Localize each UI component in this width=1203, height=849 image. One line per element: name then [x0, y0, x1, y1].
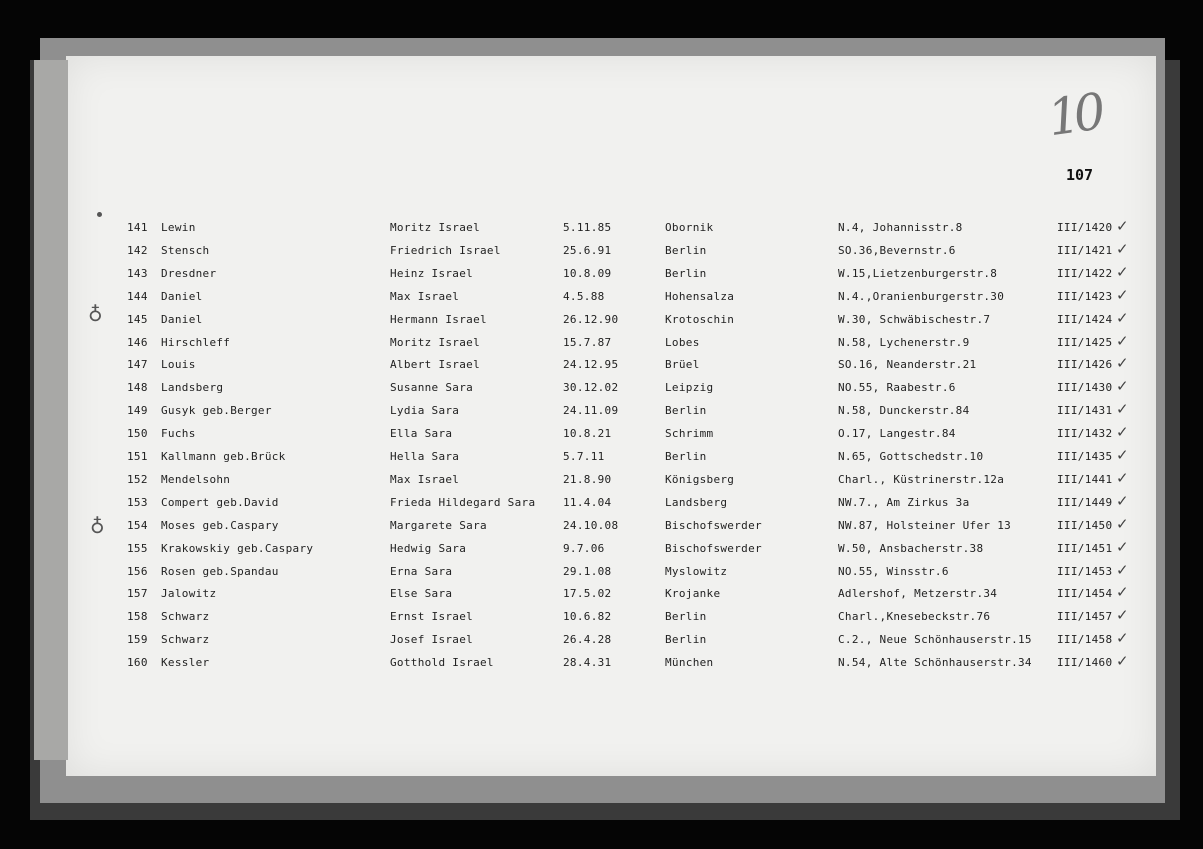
cell-ref: III/1422	[1057, 266, 1113, 280]
cell-ref: III/1420	[1057, 221, 1113, 234]
cell-first: Moritz Israel	[390, 221, 480, 234]
cell-date: 15.7.87	[563, 335, 612, 349]
cell-last: Rosen geb.Spandau	[161, 564, 279, 578]
table-row	[0, 652, 1203, 676]
cell-num: 157	[127, 587, 148, 601]
cell-last: Compert geb.David	[161, 495, 279, 509]
cell-address: NO.55, Raabestr.6	[838, 381, 956, 395]
table-row	[0, 262, 1203, 287]
cell-address: SO.16, Neanderstr.21	[838, 358, 977, 372]
cell-last: Fuchs	[161, 427, 196, 441]
cell-num: 156	[127, 564, 148, 578]
cell-last: Dresdner	[161, 266, 217, 280]
ink-dot	[97, 212, 102, 217]
cell-ref: III/1450	[1057, 518, 1113, 532]
check-mark-icon: ✓	[1116, 331, 1129, 350]
table-row	[0, 354, 1203, 378]
cell-place: Leipzig	[665, 381, 714, 395]
table-row	[0, 400, 1203, 424]
check-mark-icon: ✓	[1116, 583, 1129, 602]
table-row	[0, 560, 1203, 585]
table-row	[0, 514, 1203, 539]
cell-last: Lewin	[161, 221, 196, 234]
cell-place: Landsberg	[665, 495, 728, 509]
cell-first: Frieda Hildegard Sara	[390, 495, 536, 509]
check-mark-icon: ✓	[1116, 514, 1129, 533]
cell-num: 155	[127, 541, 148, 555]
table-row	[0, 331, 1203, 356]
cell-last: Kessler	[161, 656, 210, 670]
cell-num: 150	[127, 427, 148, 441]
cell-address: W.50, Ansbacherstr.38	[838, 541, 984, 555]
cell-last: Daniel	[161, 312, 203, 326]
cell-num: 144	[127, 289, 148, 303]
cell-first: Max Israel	[390, 289, 460, 303]
table-row	[0, 446, 1203, 470]
cell-date: 17.5.02	[563, 587, 612, 601]
cell-ref: III/1457	[1057, 610, 1113, 624]
cell-num: 151	[127, 450, 148, 463]
check-mark-icon: ✓	[1116, 537, 1129, 556]
cell-address: Charl.,Knesebeckstr.76	[838, 610, 991, 624]
cell-last: Krakowskiy geb.Caspary	[161, 541, 314, 555]
cell-place: Berlin	[665, 266, 707, 280]
cell-first: Else Sara	[390, 587, 453, 601]
cell-place: Lobes	[665, 335, 700, 349]
cell-first: Gotthold Israel	[390, 656, 494, 670]
table-row	[0, 491, 1203, 516]
cell-last: Louis	[161, 358, 196, 372]
cell-first: Hedwig Sara	[390, 541, 467, 555]
cell-num: 153	[127, 495, 148, 509]
cell-date: 28.4.31	[563, 656, 612, 670]
cell-first: Susanne Sara	[390, 381, 474, 395]
cell-place: Berlin	[665, 610, 707, 624]
cell-date: 24.12.95	[563, 358, 619, 372]
cell-date: 30.12.02	[563, 381, 619, 395]
cell-last: Jalowitz	[161, 587, 217, 601]
cell-place: Bischofswerder	[665, 518, 762, 532]
cell-ref: III/1430	[1057, 381, 1113, 395]
cell-date: 4.5.88	[563, 289, 605, 303]
cell-first: Hella Sara	[390, 450, 460, 463]
cell-ref: III/1453	[1057, 564, 1113, 578]
cell-place: Krojanke	[665, 587, 721, 601]
cell-place: Berlin	[665, 633, 707, 647]
cell-first: Ella Sara	[390, 427, 453, 441]
check-mark-icon: ✓	[1116, 468, 1129, 487]
table-row	[0, 629, 1203, 653]
cell-address: W.15,Lietzenburgerstr.8	[838, 266, 998, 280]
check-mark-icon: ✓	[1116, 629, 1129, 648]
cell-ref: III/1426	[1057, 358, 1113, 372]
cell-place: Königsberg	[665, 472, 735, 486]
check-mark-icon: ✓	[1116, 652, 1129, 671]
check-mark-icon: ✓	[1116, 491, 1129, 510]
check-mark-icon: ✓	[1116, 400, 1129, 419]
cell-ref: III/1423	[1057, 289, 1113, 303]
cell-first: Erna Sara	[390, 564, 453, 578]
cell-place: Hohensalza	[665, 289, 735, 303]
cell-address: C.2., Neue Schönhauserstr.15	[838, 633, 1032, 647]
table-row	[0, 423, 1203, 447]
cell-ref: III/1458	[1057, 633, 1113, 647]
cell-first: Margarete Sara	[390, 518, 487, 532]
cell-num: 147	[127, 358, 148, 372]
cell-date: 24.11.09	[563, 404, 619, 418]
typed-page-number: 107	[1066, 166, 1094, 184]
cell-place: München	[665, 656, 714, 670]
cell-place: Obornik	[665, 221, 714, 234]
cell-date: 26.4.28	[563, 633, 612, 647]
cell-address: W.30, Schwäbischestr.7	[838, 312, 991, 326]
handwritten-page-number: 10	[1044, 82, 1104, 148]
cell-last: Stensch	[161, 243, 210, 257]
cell-date: 10.8.09	[563, 266, 612, 280]
cell-address: Charl., Küstrinerstr.12a	[838, 472, 1005, 486]
cell-address: NW.7., Am Zirkus 3a	[838, 495, 970, 509]
table-row	[0, 308, 1203, 333]
cell-last: Schwarz	[161, 633, 210, 647]
table-row	[0, 239, 1203, 264]
cell-last: Moses geb.Caspary	[161, 518, 279, 532]
cell-ref: III/1432	[1057, 427, 1113, 441]
cell-num: 148	[127, 381, 148, 395]
table-row	[0, 285, 1203, 310]
cell-num: 160	[127, 656, 148, 670]
cell-date: 9.7.06	[563, 541, 605, 555]
cell-address: N.58, Lychenerstr.9	[838, 335, 970, 349]
check-mark-icon: ✓	[1116, 285, 1129, 304]
cell-date: 5.7.11	[563, 450, 605, 463]
check-mark-icon: ✓	[1116, 354, 1129, 373]
table-row	[0, 468, 1203, 493]
cell-ref: III/1454	[1057, 587, 1113, 601]
cell-ref: III/1449	[1057, 495, 1113, 509]
cell-place: Krotoschin	[665, 312, 735, 326]
cell-ref: III/1435	[1057, 450, 1113, 463]
cell-ref: III/1424	[1057, 312, 1113, 326]
cell-last: Hirschleff	[161, 335, 231, 349]
cell-ref: III/1431	[1057, 404, 1113, 418]
cell-first: Ernst Israel	[390, 610, 474, 624]
cell-last: Schwarz	[161, 610, 210, 624]
check-mark-icon: ✓	[1116, 377, 1129, 396]
cell-date: 24.10.08	[563, 518, 619, 532]
cell-first: Albert Israel	[390, 358, 480, 372]
cell-last: Mendelsohn	[161, 472, 231, 486]
check-mark-icon: ✓	[1116, 308, 1129, 327]
cell-place: Berlin	[665, 404, 707, 418]
cell-last: Kallmann geb.Brück	[161, 450, 286, 463]
cell-address: NW.87, Holsteiner Ufer 13	[838, 518, 1012, 532]
cell-ref: III/1460	[1057, 656, 1113, 670]
table-row	[0, 217, 1203, 241]
check-mark-icon: ✓	[1116, 239, 1129, 258]
cell-first: Moritz Israel	[390, 335, 480, 349]
cell-num: 152	[127, 472, 148, 486]
cell-address: SO.36,Bevernstr.6	[838, 243, 956, 257]
cell-ref: III/1421	[1057, 243, 1113, 257]
check-mark-icon: ✓	[1116, 446, 1129, 464]
cell-address: Adlershof, Metzerstr.34	[838, 587, 998, 601]
cell-last: Landsberg	[161, 381, 224, 395]
cell-place: Myslowitz	[665, 564, 728, 578]
cell-ref: III/1451	[1057, 541, 1113, 555]
cell-num: 146	[127, 335, 148, 349]
cell-date: 10.8.21	[563, 427, 612, 441]
check-mark-icon: ✓	[1116, 606, 1129, 625]
cell-num: 149	[127, 404, 148, 418]
cell-place: Bischofswerder	[665, 541, 762, 555]
check-mark-icon: ✓	[1116, 423, 1129, 442]
cell-num: 158	[127, 610, 148, 624]
table-row	[0, 583, 1203, 607]
cell-place: Schrimm	[665, 427, 714, 441]
cell-first: Friedrich Israel	[390, 243, 501, 257]
table-row	[0, 537, 1203, 562]
cell-num: 159	[127, 633, 148, 647]
cell-date: 29.1.08	[563, 564, 612, 578]
check-mark-icon: ✓	[1116, 560, 1129, 579]
cell-address: N.4.,Oranienburgerstr.30	[838, 289, 1005, 303]
cell-first: Lydia Sara	[390, 404, 460, 418]
cell-num: 143	[127, 266, 148, 280]
cell-first: Max Israel	[390, 472, 460, 486]
cell-first: Josef Israel	[390, 633, 474, 647]
cell-num: 141	[127, 221, 148, 234]
cell-num: 142	[127, 243, 148, 257]
cell-date: 11.4.04	[563, 495, 612, 509]
check-mark-icon: ✓	[1116, 217, 1129, 235]
cell-num: 145	[127, 312, 148, 326]
cell-last: Gusyk geb.Berger	[161, 404, 272, 418]
cell-address: NO.55, Winsstr.6	[838, 564, 949, 578]
cell-place: Brüel	[665, 358, 700, 372]
cell-ref: III/1425	[1057, 335, 1113, 349]
annotation-mark-icon: ♁	[88, 302, 103, 326]
cell-address: O.17, Langestr.84	[838, 427, 956, 441]
annotation-mark-icon: ♁	[90, 514, 105, 538]
cell-last: Daniel	[161, 289, 203, 303]
cell-place: Berlin	[665, 243, 707, 257]
cell-first: Heinz Israel	[390, 266, 474, 280]
cell-address: N.4, Johannisstr.8	[838, 221, 963, 234]
cell-first: Hermann Israel	[390, 312, 487, 326]
cell-place: Berlin	[665, 450, 707, 463]
cell-date: 21.8.90	[563, 472, 612, 486]
cell-address: N.58, Dunckerstr.84	[838, 404, 970, 418]
cell-num: 154	[127, 518, 148, 532]
check-mark-icon: ✓	[1116, 262, 1129, 281]
table-row	[0, 377, 1203, 401]
cell-address: N.65, Gottschedstr.10	[838, 450, 984, 463]
cell-date: 5.11.85	[563, 221, 612, 234]
cell-ref: III/1441	[1057, 472, 1113, 486]
cell-date: 10.6.82	[563, 610, 612, 624]
cell-date: 26.12.90	[563, 312, 619, 326]
table-row	[0, 606, 1203, 630]
cell-address: N.54, Alte Schönhauserstr.34	[838, 656, 1032, 670]
cell-date: 25.6.91	[563, 243, 612, 257]
